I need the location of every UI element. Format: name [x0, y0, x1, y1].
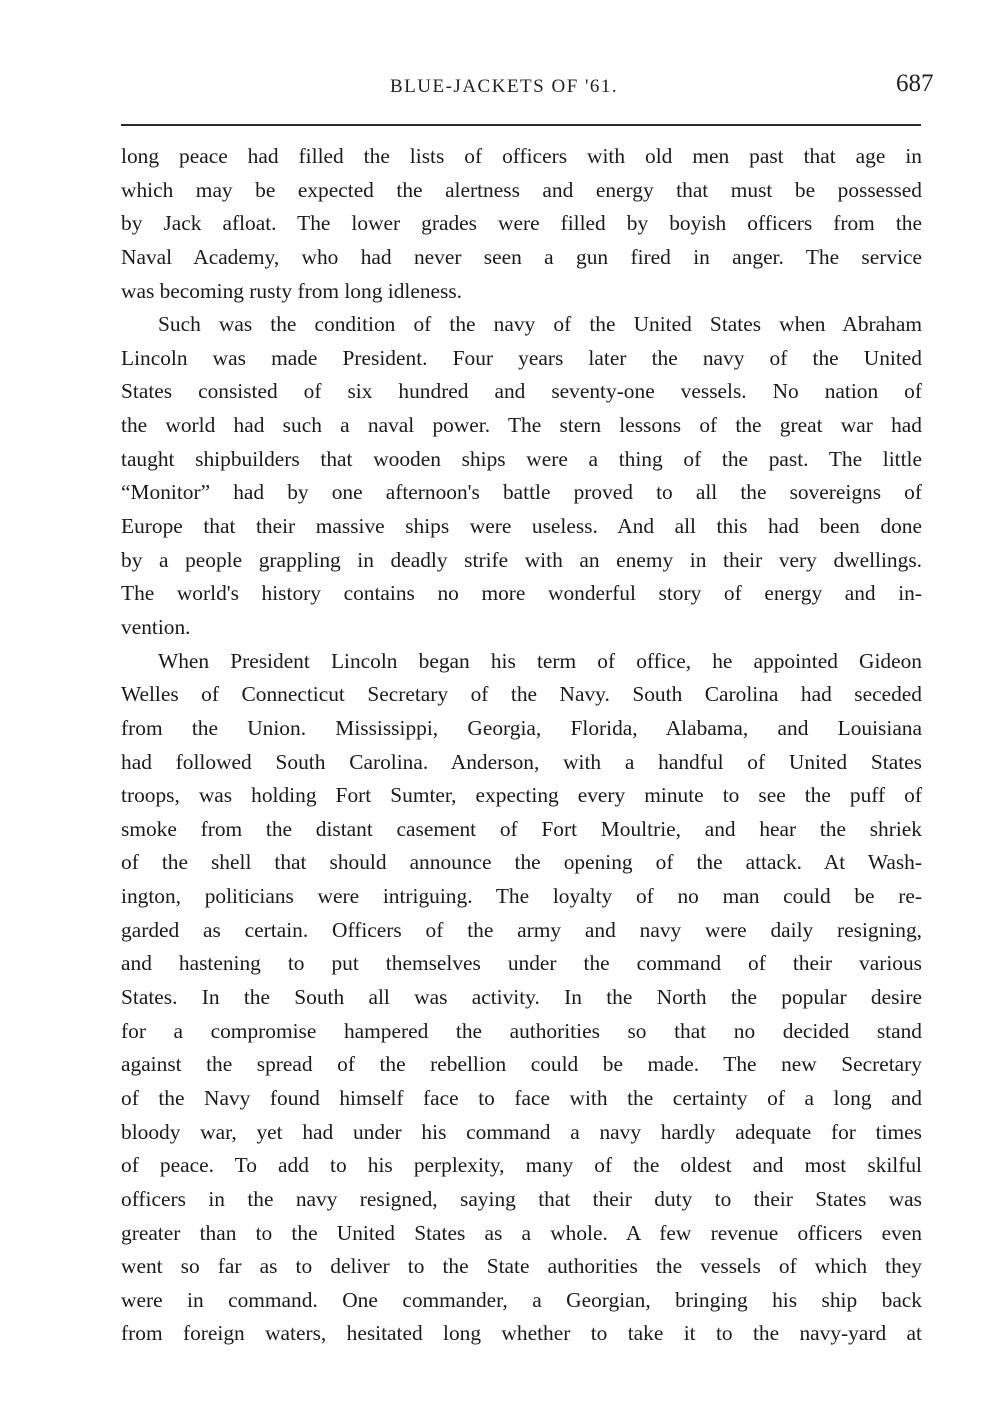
running-head: BLUE-JACKETS OF '61. — [390, 76, 619, 97]
text-line: was becoming rusty from long idleness. — [121, 278, 463, 303]
header-rule — [121, 124, 921, 126]
text-line: “Monitor” had by one afternoon's battle proved to all the sovereigns of — [121, 480, 922, 505]
text-line: troops, was holding Fort Sumter, expecting every minute to see the puff of — [121, 783, 922, 808]
text-line: for a compromise hampered the authorities so that no decided stand — [121, 1018, 922, 1043]
text-line: officers in the navy resigned, saying that their duty to their States was — [121, 1186, 922, 1211]
body-text — [121, 140, 922, 1351]
text-line: by a people grappling in deadly strife with an enemy in their very dwellings. — [121, 547, 922, 572]
text-line: greater than to the United States as a whole. A few revenue officers even — [121, 1220, 922, 1245]
text-line: The world's history contains no more wonderful story of energy and in- — [121, 581, 922, 606]
text-line: of the Navy found himself face to face with the certainty of a long and — [121, 1085, 922, 1110]
text-line: smoke from the distant casement of Fort Moultrie, and hear the shriek — [121, 816, 922, 841]
text-line: the world had such a naval power. The stern lessons of the great war had — [121, 413, 922, 438]
text-line: Such was the condition of the navy of the United States when Abraham — [158, 312, 922, 337]
text-line: against the spread of the rebellion could be made. The new Secretary — [121, 1052, 922, 1077]
text-line: from foreign waters, hesitated long whether to take it to the navy-yard at — [121, 1321, 922, 1346]
text-line: ington, politicians were intriguing. The loyalty of no man could be re- — [121, 884, 922, 909]
text-line: by Jack afloat. The lower grades were filled by boyish officers from the — [121, 211, 922, 236]
text-line: When President Lincoln began his term of office, he appointed Gideon — [158, 648, 922, 673]
text-line: went so far as to deliver to the State authorities the vessels of which they — [121, 1254, 922, 1279]
page-number: 687 — [896, 70, 934, 97]
text-line: Europe that their massive ships were useless. And all this had been done — [121, 514, 922, 539]
text-line: Lincoln was made President. Four years later the navy of the United — [121, 345, 922, 370]
text-line: vention. — [121, 614, 191, 639]
text-line: States. In the South all was activity. In the North the popular desire — [121, 985, 922, 1010]
text-line: of the shell that should announce the opening of the attack. At Wash- — [121, 850, 922, 875]
text-line: taught shipbuilders that wooden ships were a thing of the past. The little — [121, 446, 922, 471]
text-line: long peace had filled the lists of officers with old men past that age in — [121, 144, 922, 168]
text-line: and hastening to put themselves under the command of their various — [121, 951, 922, 976]
text-line: had followed South Carolina. Anderson, with a handful of United States — [121, 749, 922, 774]
paragraph — [121, 645, 922, 1351]
text-line: which may be expected the alertness and energy that must be possessed — [121, 177, 922, 202]
text-line: States consisted of six hundred and seventy-one vessels. No nation of — [121, 379, 922, 404]
text-line: garded as certain. Officers of the army and navy were daily resigning, — [121, 917, 922, 942]
text-line: Welles of Connecticut Secretary of the Navy. South Carolina had seceded — [121, 682, 922, 707]
text-line: from the Union. Mississippi, Georgia, Florida, Alabama, and Louisiana — [121, 715, 922, 740]
text-line: were in command. One commander, a Georgian, bringing his ship back — [121, 1287, 922, 1312]
paragraph — [121, 140, 922, 308]
text-line: Naval Academy, who had never seen a gun fired in anger. The service — [121, 244, 922, 269]
paragraph — [121, 308, 922, 644]
text-line: bloody war, yet had under his command a navy hardly adequate for times — [121, 1119, 922, 1144]
text-line: of peace. To add to his perplexity, many of the oldest and most skilful — [121, 1153, 922, 1178]
